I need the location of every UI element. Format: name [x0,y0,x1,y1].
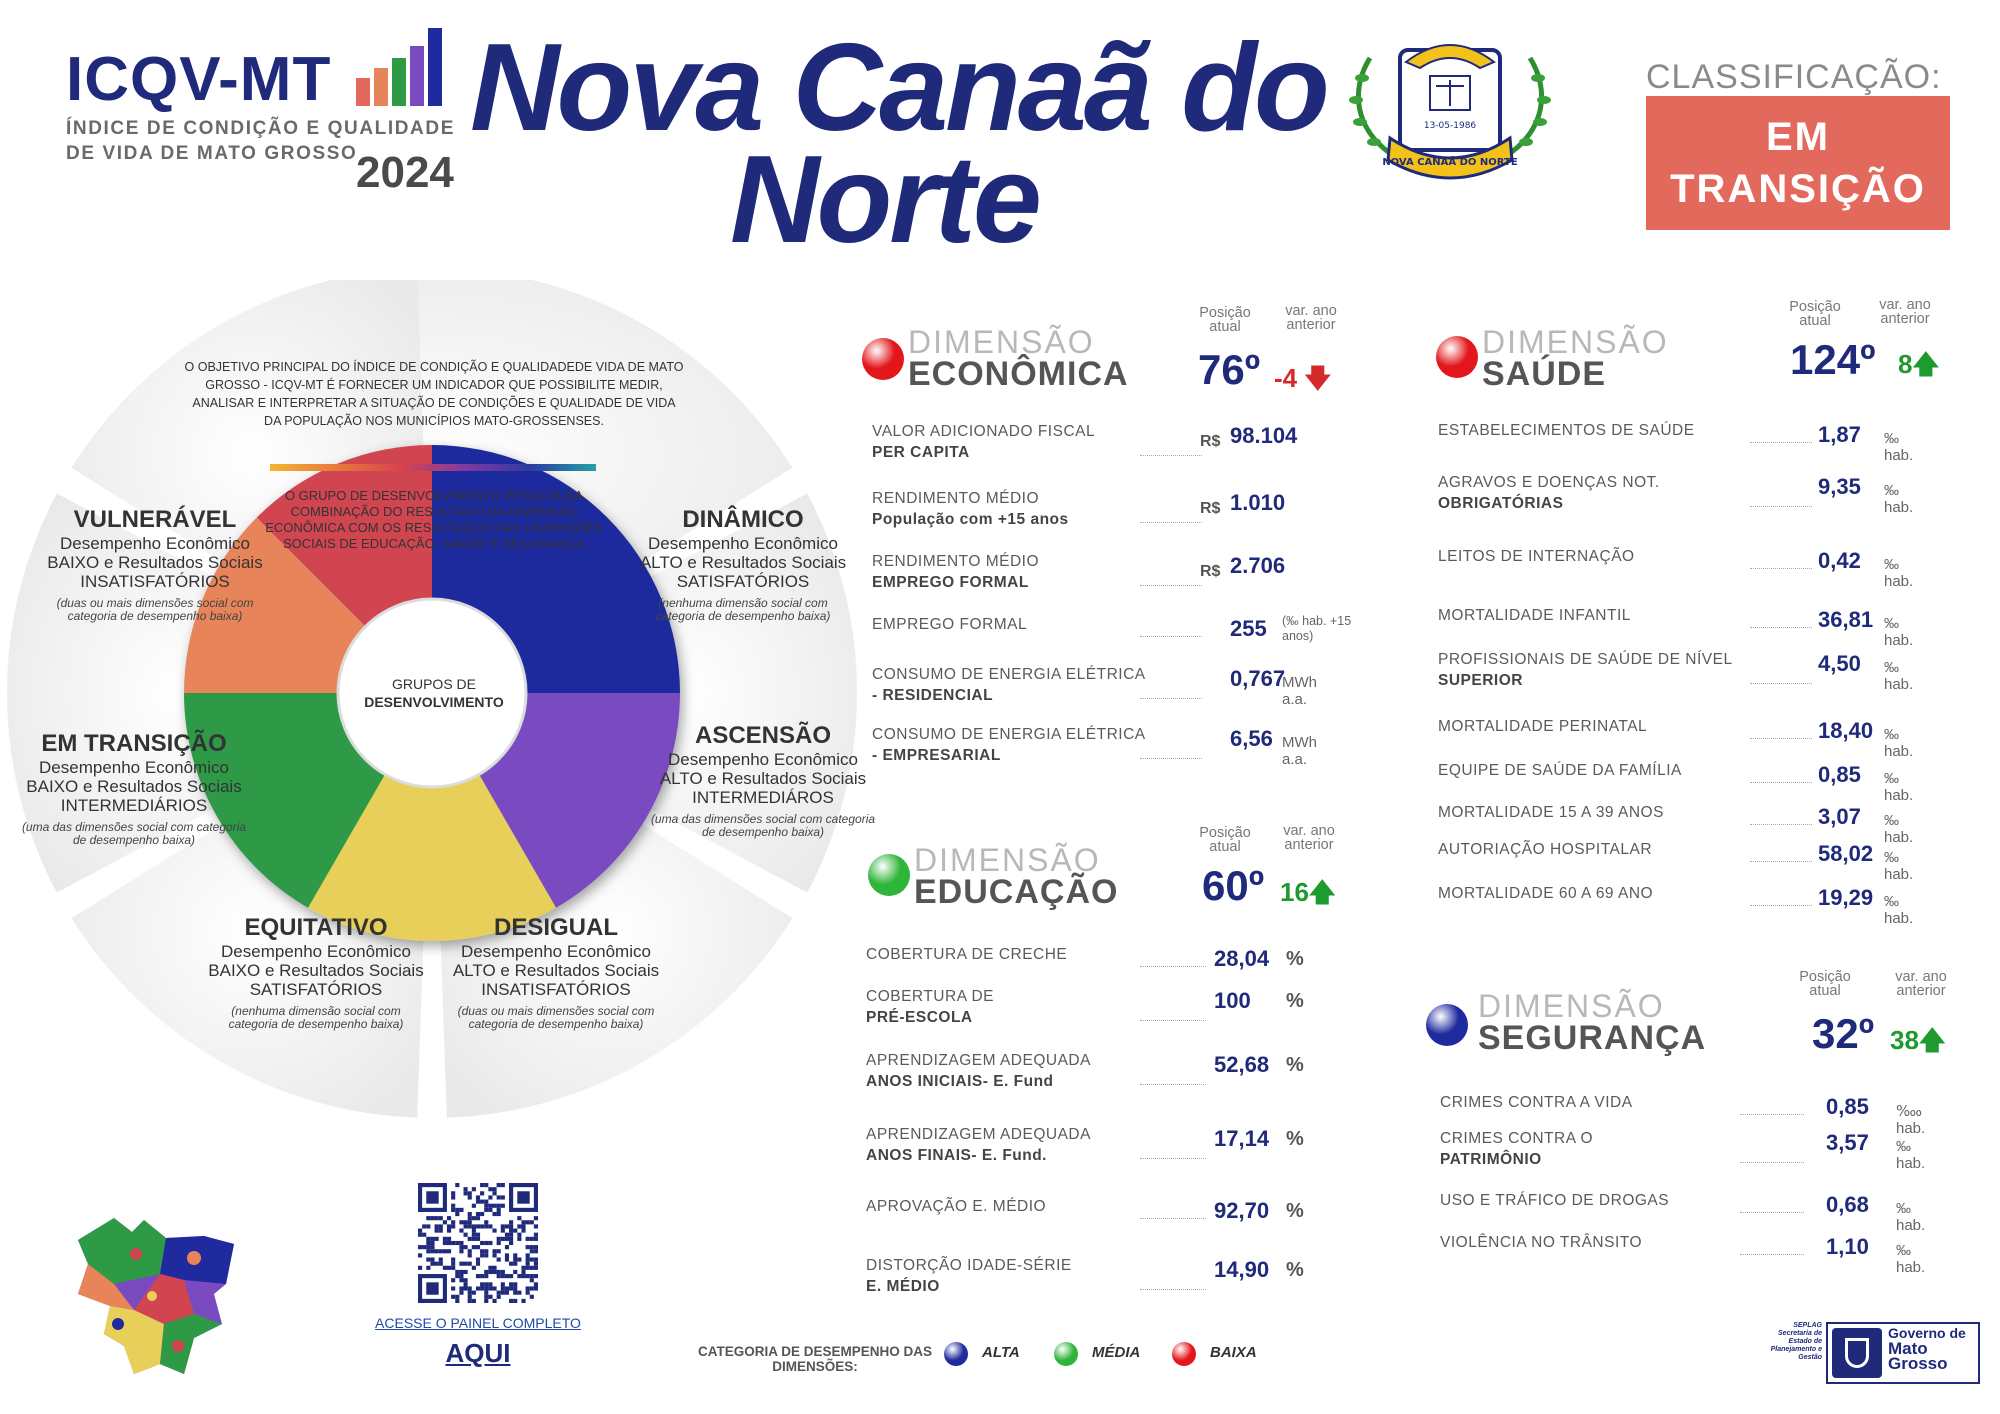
indicator-label-line1: MORTALIDADE INFANTIL [1438,607,1631,624]
seguranca-position: 32º [1812,1010,1875,1057]
group-equitativo [206,914,426,1031]
indicator-label [1438,716,1778,737]
indicator-value: 36,81 [1818,607,1874,632]
indicator-value: 52,68 [1214,1052,1270,1077]
saude-variation [1898,346,1939,390]
position-label-line1: Posição [1199,825,1251,841]
indicator-unit: ‰ hab. [1896,1138,1926,1172]
position-label-line2: atual [1799,313,1831,329]
indicator-label-line2: E. MÉDIO [866,1278,940,1295]
variation-label-line2: anterior [1880,311,1930,327]
indicator-label-line2: PRÉ-ESCOLA [866,1009,973,1026]
group-title: EM TRANSIÇÃO [41,730,227,757]
indicator-value: 28,04 [1214,946,1270,971]
seguranca-variation [1890,1022,1946,1066]
indicator-label [866,1050,1156,1092]
indicator-value: 0,85 [1826,1094,1869,1119]
variation-label-line2: anterior [1896,983,1946,999]
gradient-divider [270,464,596,471]
indicator-label-line1: LEITOS DE INTERNAÇÃO [1438,548,1635,565]
indicator-label-line2: PER CAPITA [872,444,970,461]
indicator-label-line1: PROFISSIONAIS DE SAÚDE DE NÍVEL [1438,651,1733,668]
indicator-label [1438,420,1778,441]
indicator-unit: ‰ hab. [1884,812,1914,846]
dotted-leader [1140,1158,1206,1159]
group-description: Desempenho Econômico BAIXO e Resultados Sociais SATISFATÓRIOS [208,942,424,999]
economica-dimension-name: ECONÔMICA [908,355,1129,393]
dotted-leader [1740,1114,1804,1115]
position-label-line1: Posição [1199,305,1251,321]
indicator-unit: ‰ hab. [1896,1200,1926,1234]
indicator-value: 1,87 [1818,422,1861,447]
indicator-label-line1: MORTALIDADE 15 A 39 ANOS [1438,804,1664,821]
group-note: (duas ou mais dimensões social com categoria de desempenho baixa) [457,1004,655,1031]
group-dinamico [632,506,854,623]
group-vulneravel [44,506,266,623]
indicator-label [866,986,1156,1028]
indicator-unit: % [1286,990,1304,1012]
position-label-line2: atual [1809,983,1841,999]
position-label-line2: atual [1209,839,1241,855]
indicator-label-line1: COBERTURA DE CRECHE [866,946,1068,963]
variation-label-line2: anterior [1284,837,1334,853]
classification-line1: EM [1766,115,1830,159]
legend-dot-media [1054,1342,1078,1366]
educacao-dimension-name: EDUCAÇÃO [914,873,1119,911]
classification-line2: TRANSIÇÃO [1670,167,1926,211]
edition-year: 2024 [356,148,454,197]
group-ascensao [650,722,876,839]
group-title: VULNERÁVEL [73,506,237,533]
indicator-label [872,614,1152,635]
indicator-value: 100 [1214,988,1251,1013]
economica-position-label [1190,306,1260,334]
indicator-label-line1: USO E TRÁFICO DE DROGAS [1440,1192,1670,1209]
dotted-leader [1740,1254,1804,1255]
indicator-label [1440,1190,1740,1211]
indicator-label-line1: APRENDIZAGEM ADEQUADA [866,1126,1091,1143]
indicator-unit: ‰ hab. [1884,659,1914,693]
arrow-up-icon: 🡅 [1308,877,1336,907]
city-name-line1: Nova Canaã do [470,19,1327,157]
group-desigual [446,914,666,1031]
indicator-value: 98.104 [1230,423,1298,448]
indicator-value: 0,68 [1826,1192,1869,1217]
saude-dimension-label: DIMENSÃO [1482,324,1669,360]
economica-variation-label [1266,304,1356,332]
indicator-value: 17,14 [1214,1126,1270,1151]
indicator-unit: ‱ hab. [1896,1103,1926,1137]
indicator-label-line2: ANOS FINAIS- E. Fund. [866,1147,1047,1164]
indicator-unit: ‰ hab. [1884,849,1914,883]
indicator-label-line1: AGRAVOS E DOENÇAS NOT. [1438,474,1660,491]
indicator-label [1438,760,1778,781]
economica-variation-value: -4 [1274,363,1298,393]
indicator-label-line1: MORTALIDADE PERINATAL [1438,718,1648,735]
educacao-position-label [1190,826,1260,854]
gov-line1: Governo de [1888,1325,1966,1341]
variation-label-line1: var. ano [1283,823,1335,839]
indicator-value: 1,10 [1826,1234,1869,1259]
seguranca-position-label [1790,970,1860,998]
indicator-label-line2: SUPERIOR [1438,672,1523,689]
indicator-label [872,551,1152,593]
indicator-label [1440,1232,1740,1253]
indicator-value: 58,02 [1818,841,1874,866]
variation-label-line1: var. ano [1285,303,1337,319]
currency-symbol: R$ [1200,563,1221,580]
dotted-leader [1140,1218,1206,1219]
indicator-unit: ‰ hab. [1884,430,1914,464]
indicator-value: 3,57 [1826,1130,1869,1155]
bar-chart-icon [356,28,461,106]
arrow-up-icon: 🡅 [1918,1025,1946,1055]
city-name [470,19,1350,269]
indicator-label [866,1124,1156,1166]
indicator-unit: ‰ hab. [1884,893,1914,927]
arrow-up-icon: 🡅 [1912,349,1940,379]
indicator-label-line2: ANOS INICIAIS- E. Fund [866,1073,1054,1090]
legend-dot-baixa [1172,1342,1196,1366]
position-label-line1: Posição [1789,299,1841,315]
educacao-variation [1280,874,1336,918]
dotted-leader [1750,568,1812,569]
indicator-label-line1: DISTORÇÃO IDADE-SÉRIE [866,1257,1072,1274]
dotted-leader [1750,738,1812,739]
indicator-unit: MWh a.a. [1282,674,1317,708]
indicator-label-line2: - RESIDENCIAL [872,687,994,704]
state-coat-icon [1832,1328,1882,1378]
group-description: Desempenho Econômico BAIXO e Resultados Sociais INSATISFATÓRIOS [47,534,263,591]
indicator-unit: (‰ hab. +15 anos) [1282,614,1352,643]
currency-symbol: R$ [1200,500,1221,517]
saude-status-dot [1436,336,1478,378]
indicator-value: 9,35 [1818,474,1861,499]
dotted-leader [1140,585,1202,586]
indicator-label [1440,1092,1740,1113]
indicator-value: 255 [1230,616,1267,641]
indicator-label [872,664,1152,706]
indicator-unit: ‰ hab. [1884,726,1914,760]
dotted-leader [1750,861,1812,862]
indicator-label-line1: CRIMES CONTRA O [1440,1130,1594,1147]
indicator-value: 1.010 [1230,490,1286,515]
legend-label-alta: ALTA [982,1344,1020,1361]
currency-symbol: R$ [1200,433,1221,450]
indicator-label-line2: OBRIGATÓRIAS [1438,495,1564,512]
dotted-leader [1750,506,1812,507]
wheel-center-line1: GRUPOS DE [391,676,476,692]
group-title: EQUITATIVO [244,914,388,941]
indicator-label [1438,839,1778,860]
indicator-value: 4,50 [1818,651,1861,676]
indicator-label-line2: EMPREGO FORMAL [872,574,1029,591]
legend-label-media: MÉDIA [1092,1344,1141,1361]
legend-label-baixa: BAIXA [1210,1344,1257,1361]
indicator-value: 0,42 [1818,548,1861,573]
group-note: (uma das dimensões social com categoria de desempenho baixa) [650,812,876,839]
crest-banner: NOVA CANAÃ DO NORTE [1382,157,1518,168]
position-label-line1: Posição [1799,969,1851,985]
educacao-status-dot [868,854,910,896]
indicator-label [1438,605,1778,626]
icqv-objective-text: O OBJETIVO PRINCIPAL DO ÍNDICE DE CONDIÇÃO E QUALIDADEDE VIDA DE MATO GROSSO - ICQV-MT É FORNECER UM INDICADOR QUE POSSIBILITE MEDIR, ANALISAR E INTERPRETAR A SITUAÇÃO DE CONDIÇÕES E QUALIDADE DE VIDA DA POPULAÇÃO NOS MUNICÍPIOS MATO-GROSSENSES. [184,360,684,428]
saude-position: 124º [1790,336,1876,383]
brand-title: ICQV-MT [66,45,332,114]
dotted-leader [1740,1212,1804,1213]
seguranca-variation-label [1876,970,1966,998]
economica-dimension-label: DIMENSÃO [908,324,1095,360]
indicator-value: 14,90 [1214,1257,1270,1282]
indicator-value: 92,70 [1214,1198,1270,1223]
educacao-position: 60º [1202,862,1265,909]
dotted-leader [1140,698,1202,699]
group-description: Desempenho Econômico BAIXO e Resultados Sociais INTERMEDIÁRIOS [26,758,242,815]
gov-line2: Mato [1888,1339,1928,1358]
indicator-label-line1: CRIMES CONTRA A VIDA [1440,1094,1633,1111]
indicator-label-line1: RENDIMENTO MÉDIO [872,490,1040,507]
indicator-label-line1: VALOR ADICIONADO FISCAL [872,423,1096,440]
saude-dimension-name: SAÚDE [1482,355,1607,393]
position-label-line2: atual [1209,319,1241,335]
indicator-label-line1: VIOLÊNCIA NO TRÂNSITO [1440,1234,1643,1251]
dotted-leader [1740,1162,1804,1163]
indicator-label-line2: População com +15 anos [872,511,1069,528]
indicator-unit: % [1286,1200,1304,1222]
group-note: (duas ou mais dimensões social com categoria de desempenho baixa) [56,596,254,623]
indicator-value: 18,40 [1818,718,1874,743]
indicator-label [866,944,1156,965]
group-note: (nenhuma dimensão social com categoria de desempenho baixa) [228,1004,404,1031]
seguranca-dimension-label: DIMENSÃO [1478,988,1665,1024]
indicator-unit: ‰ hab. [1884,615,1914,649]
wheel-center-label [354,675,514,711]
dotted-leader [1140,1020,1206,1021]
gov-line3: Grosso [1888,1354,1948,1373]
dotted-leader [1750,442,1812,443]
indicator-value: 2.706 [1230,553,1286,578]
indicator-label [1438,472,1778,514]
indicator-label-line1: MORTALIDADE 60 A 69 ANO [1438,885,1654,902]
variation-label-line1: var. ano [1879,297,1931,313]
indicator-value: 0,85 [1818,762,1861,787]
seguranca-dimension-name: SEGURANÇA [1478,1019,1707,1057]
brand-subtitle: ÍNDICE DE CONDIÇÃO E QUALIDADE DE VIDA DE MATO GROSSO [66,118,455,164]
municipal-crest-logo [1340,28,1560,188]
legend-label: CATEGORIA DE DESEMPENHO DAS DIMENSÕES: [697,1344,933,1374]
indicator-label-line1: EMPREGO FORMAL [872,616,1028,633]
legend-dot-alta [944,1342,968,1366]
educacao-variation-label [1264,824,1354,852]
indicator-value: 19,29 [1818,885,1874,910]
city-name-line2: Norte [730,131,1039,269]
dotted-leader [1140,1084,1206,1085]
indicator-label-line1: ESTABELECIMENTOS DE SAÚDE [1438,422,1695,439]
dotted-leader [1140,966,1206,967]
dotted-leader [1750,905,1812,906]
saude-variation-value: 8 [1898,349,1913,379]
indicator-label-line1: AUTORIAÇÃO HOSPITALAR [1438,841,1653,858]
indicator-value: 6,56 [1230,726,1273,751]
dotted-leader [1140,522,1202,523]
indicator-label-line1: RENDIMENTO MÉDIO [872,553,1040,570]
wheel-center-line2: DESENVOLVIMENTO [364,694,504,710]
indicator-unit: % [1286,1128,1304,1150]
group-title: DESIGUAL [493,914,618,941]
economica-status-dot [862,338,904,380]
development-group-text: O GRUPO DE DESENVOLVIMENTO RESULTA DA COMBINAÇÃO DO RESULTADO DA DIMENSÃO ECONÔMICA COM OS RESULTADOS DAS DIMENSÕES SOCIAIS DE EDUCAÇÃO, SAÚDE E SEGURANÇA [265,488,603,551]
indicator-label [1438,802,1778,823]
classification-label: CLASSIFICAÇÃO: [1646,58,1942,96]
seplag-logo: SEPLAG Secretaria de Estado de Planejamento e Gestão [1770,1322,1822,1361]
indicator-label [866,1196,1156,1217]
group-description: Desempenho Econômico ALTO e Resultados Sociais SATISFATÓRIOS [639,534,847,591]
indicator-unit: ‰ hab. [1884,556,1914,590]
indicator-label-line2: - EMPRESARIAL [872,747,1001,764]
indicator-label-line1: CONSUMO DE ENERGIA ELÉTRICA [872,666,1146,683]
group-description: Desempenho Econômico ALTO e Resultados Sociais INTERMEDIÁROS [659,750,867,807]
indicator-label-line1: CONSUMO DE ENERGIA ELÉTRICA [872,726,1146,743]
crest-date: 13-05-1986 [1423,121,1477,131]
indicator-unit: ‰ hab. [1884,770,1914,804]
group-note: (uma das dimensões social com categoria de desempenho baixa) [21,820,247,847]
indicator-value: 3,07 [1818,804,1861,829]
indicator-label-line1: COBERTURA DE [866,988,995,1005]
classification-badge [1646,96,1950,230]
educacao-variation-value: 16 [1280,877,1309,907]
group-note: (nenhuma dimensão social com categoria de desempenho baixa) [655,596,831,623]
dotted-leader [1750,824,1812,825]
mato-grosso-map [74,1214,240,1380]
indicator-label [872,724,1152,766]
group-title: DINÂMICO [682,506,804,533]
group-description: Desempenho Econômico ALTO e Resultados Sociais INSATISFATÓRIOS [452,942,660,999]
indicator-label [866,1255,1156,1297]
economica-position: 76º [1198,346,1261,393]
indicator-label [872,488,1152,530]
indicator-label [1438,546,1778,567]
dotted-leader [1140,636,1202,637]
arrow-down-icon: 🡇 [1304,363,1332,393]
dotted-leader [1750,683,1812,684]
saude-position-label [1780,300,1850,328]
dotted-leader [1140,758,1202,759]
dotted-leader [1140,455,1202,456]
indicator-label-line1: EQUIPE DE SAÚDE DA FAMÍLIA [1438,762,1682,779]
educacao-dimension-label: DIMENSÃO [914,842,1101,878]
indicator-label [872,421,1152,463]
dotted-leader [1750,627,1812,628]
indicator-value: 0,767 [1230,666,1286,691]
dashboard-link[interactable]: ACESSE O PAINEL COMPLETO [375,1315,581,1331]
group-em-transicao [18,730,250,847]
qr-code[interactable] [418,1183,538,1303]
indicator-label-line1: APROVAÇÃO E. MÉDIO [866,1198,1047,1215]
indicator-label [1438,883,1778,904]
dotted-leader [1140,1289,1206,1290]
here-link[interactable]: AQUI [445,1338,511,1368]
economica-variation [1274,360,1331,404]
indicator-label-line1: APRENDIZAGEM ADEQUADA [866,1052,1091,1069]
indicator-unit: % [1286,1259,1304,1281]
government-logo [1826,1322,1980,1384]
variation-label-line1: var. ano [1895,969,1947,985]
indicator-unit: % [1286,948,1304,970]
variation-label-line2: anterior [1286,317,1336,333]
indicator-unit: ‰ hab. [1884,482,1914,516]
seguranca-status-dot [1426,1004,1468,1046]
indicator-unit: % [1286,1054,1304,1076]
saude-variation-label [1860,298,1950,326]
indicator-unit: ‰ hab. [1896,1242,1926,1276]
seguranca-variation-value: 38 [1890,1025,1919,1055]
indicator-label [1438,649,1778,691]
dotted-leader [1750,782,1812,783]
group-title: ASCENSÃO [694,722,832,749]
indicator-unit: MWh a.a. [1282,734,1317,768]
indicator-label [1440,1128,1740,1170]
indicator-label-line2: PATRIMÔNIO [1440,1151,1542,1168]
